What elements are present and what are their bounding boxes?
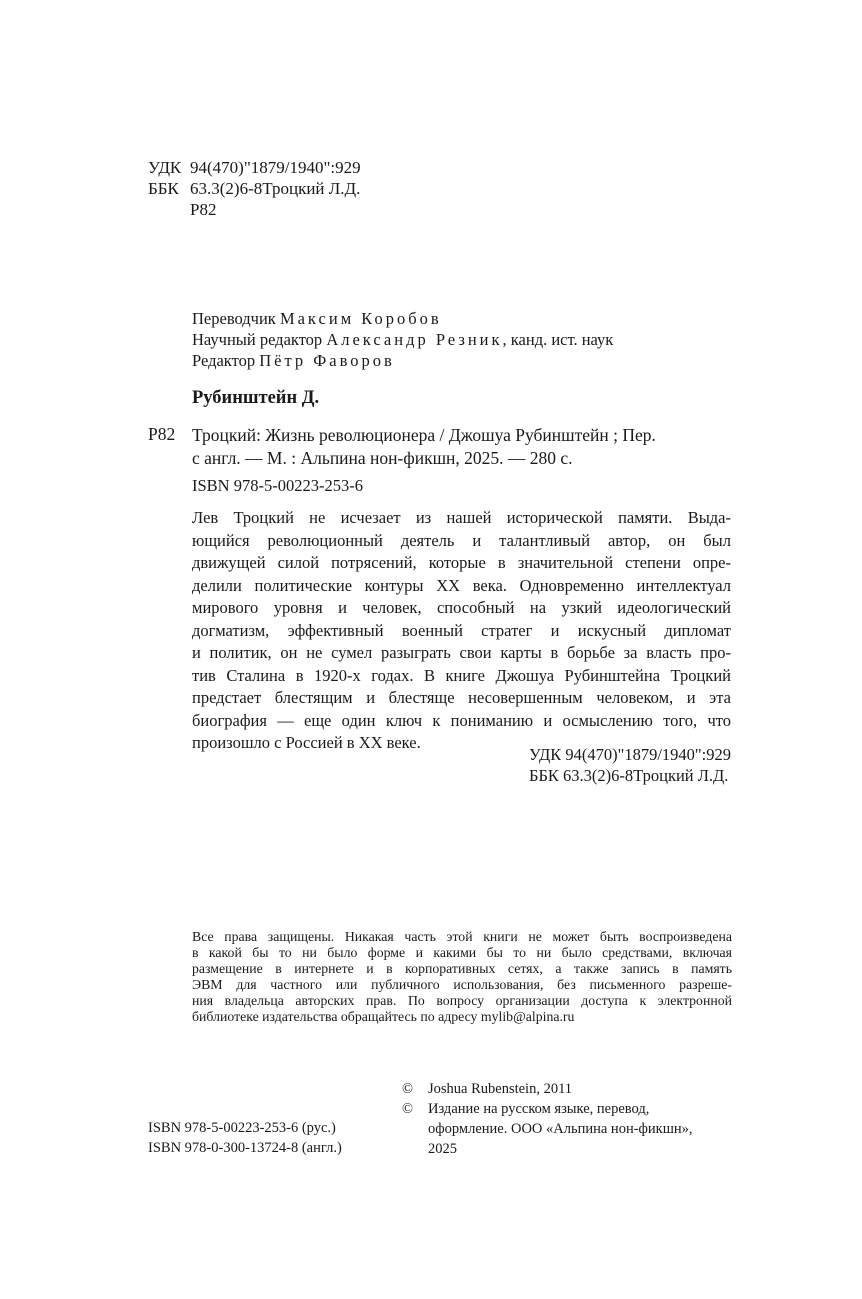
annotation — [192, 507, 731, 755]
sci-editor-role: Научный редактор — [192, 330, 323, 349]
editor-name: Пётр Фаворов — [259, 351, 395, 370]
annotation-line: и политик, он не сумел разыграть свои карты в борьбе за власть про- — [192, 643, 731, 662]
copyright-original — [402, 1079, 572, 1099]
editor-line — [192, 350, 613, 371]
translator-name: Максим Коробов — [279, 309, 442, 328]
bbk-value: 63.3(2)6-8Троцкий Л.Д. — [190, 179, 361, 198]
rights-notice — [192, 929, 732, 1025]
rights-line: размещение в интернете и в корпоративных сетях, а также запись в память — [192, 961, 732, 976]
copyright-line: оформление. ООО «Альпина нон-фикшн», — [428, 1121, 693, 1137]
isbn-russian: ISBN 978-5-00223-253-6 (рус.) — [148, 1120, 336, 1136]
annotation-line: биография — еще один ключ к пониманию и осмыслению того, что — [192, 710, 731, 730]
rights-line: в какой бы то ни было форме и какими бы то ни было средствами, включая — [192, 945, 732, 960]
rights-line: Все права защищены. Никакая часть этой книги не может быть воспроизведена — [192, 929, 732, 944]
classification-bottom — [529, 744, 731, 786]
annotation-line: догматизм, эффективный военный стратег и искусный дипломат — [192, 620, 731, 640]
annotation-line: тив Сталина в 1920-х годах. В книге Джошуа Рубинштейна Троцкий — [192, 665, 731, 685]
rights-line: библиотеке издательства обращайтесь по адресу mylib@alpina.ru — [192, 1009, 575, 1024]
title-line: с англ. — М. : Альпина нон-фикшн, 2025. — 280 с. — [192, 448, 573, 468]
bbk-top — [148, 178, 360, 199]
copyright-translation — [402, 1099, 693, 1159]
credits — [192, 308, 613, 371]
sci-editor-degree: , канд. ист. наук — [502, 330, 614, 349]
annotation-line: мирового уровня и человек, способный на узкий идеологический — [192, 598, 731, 617]
translator-role: Переводчик — [192, 309, 276, 328]
bbk-key: ББК — [148, 179, 179, 198]
copyright-line: 2025 — [428, 1141, 457, 1157]
editor-role: Редактор — [192, 351, 256, 370]
annotation-line: произошло с Россией в XX веке. — [192, 733, 421, 752]
copyright-line: Joshua Rubenstein, 2011 — [428, 1081, 573, 1097]
author-heading: Рубинштейн Д. — [192, 388, 320, 408]
title-block — [192, 424, 730, 470]
bbk-bottom: ББК 63.3(2)6-8Троцкий Л.Д. — [528, 766, 729, 785]
udk-key: УДК — [148, 158, 182, 177]
udk-value: 94(470)"1879/1940":929 — [190, 158, 361, 177]
udk-top — [148, 157, 361, 178]
annotation-line: ющийся революционный деятель и талантливый автор, он был — [192, 530, 731, 550]
sci-editor-line — [192, 329, 613, 350]
author-mark: Р82 — [190, 200, 217, 219]
copyright-icon: © — [402, 1081, 414, 1097]
rights-line: ния владельца авторских прав. По вопросу организации доступа к электронной — [192, 993, 732, 1008]
shelf-mark: Р82 — [148, 424, 176, 444]
annotation-line: Лев Троцкий не исчезает из нашей исторической памяти. Выда- — [192, 508, 731, 527]
rights-line: ЭВМ для частного или публичного использования, без письменного разреше- — [192, 977, 732, 992]
isbn-list — [148, 1118, 342, 1158]
copyright-line: Издание на русском языке, перевод, — [428, 1101, 650, 1117]
isbn-english: ISBN 978-0-300-13724-8 (англ.) — [148, 1140, 342, 1156]
isbn-main: ISBN 978-5-00223-253-6 — [192, 476, 363, 495]
author-mark-top — [148, 199, 216, 220]
annotation-line: предстает блестящим и блестяще несовершенным человеком, и эта — [192, 688, 731, 707]
copyright-icon: © — [402, 1101, 414, 1117]
annotation-line: движущей силой потрясений, которые в значительной степени опре- — [192, 553, 731, 572]
sci-editor-name: Александр Резник — [326, 330, 503, 349]
translator-line — [192, 308, 613, 329]
udk-bottom: УДК 94(470)"1879/1940":929 — [528, 745, 731, 764]
annotation-line: делили политические контуры XX века. Одновременно интеллектуал — [192, 575, 731, 595]
title-line: Троцкий: Жизнь революционера / Джошуа Рубинштейн ; Пер. — [192, 425, 656, 445]
